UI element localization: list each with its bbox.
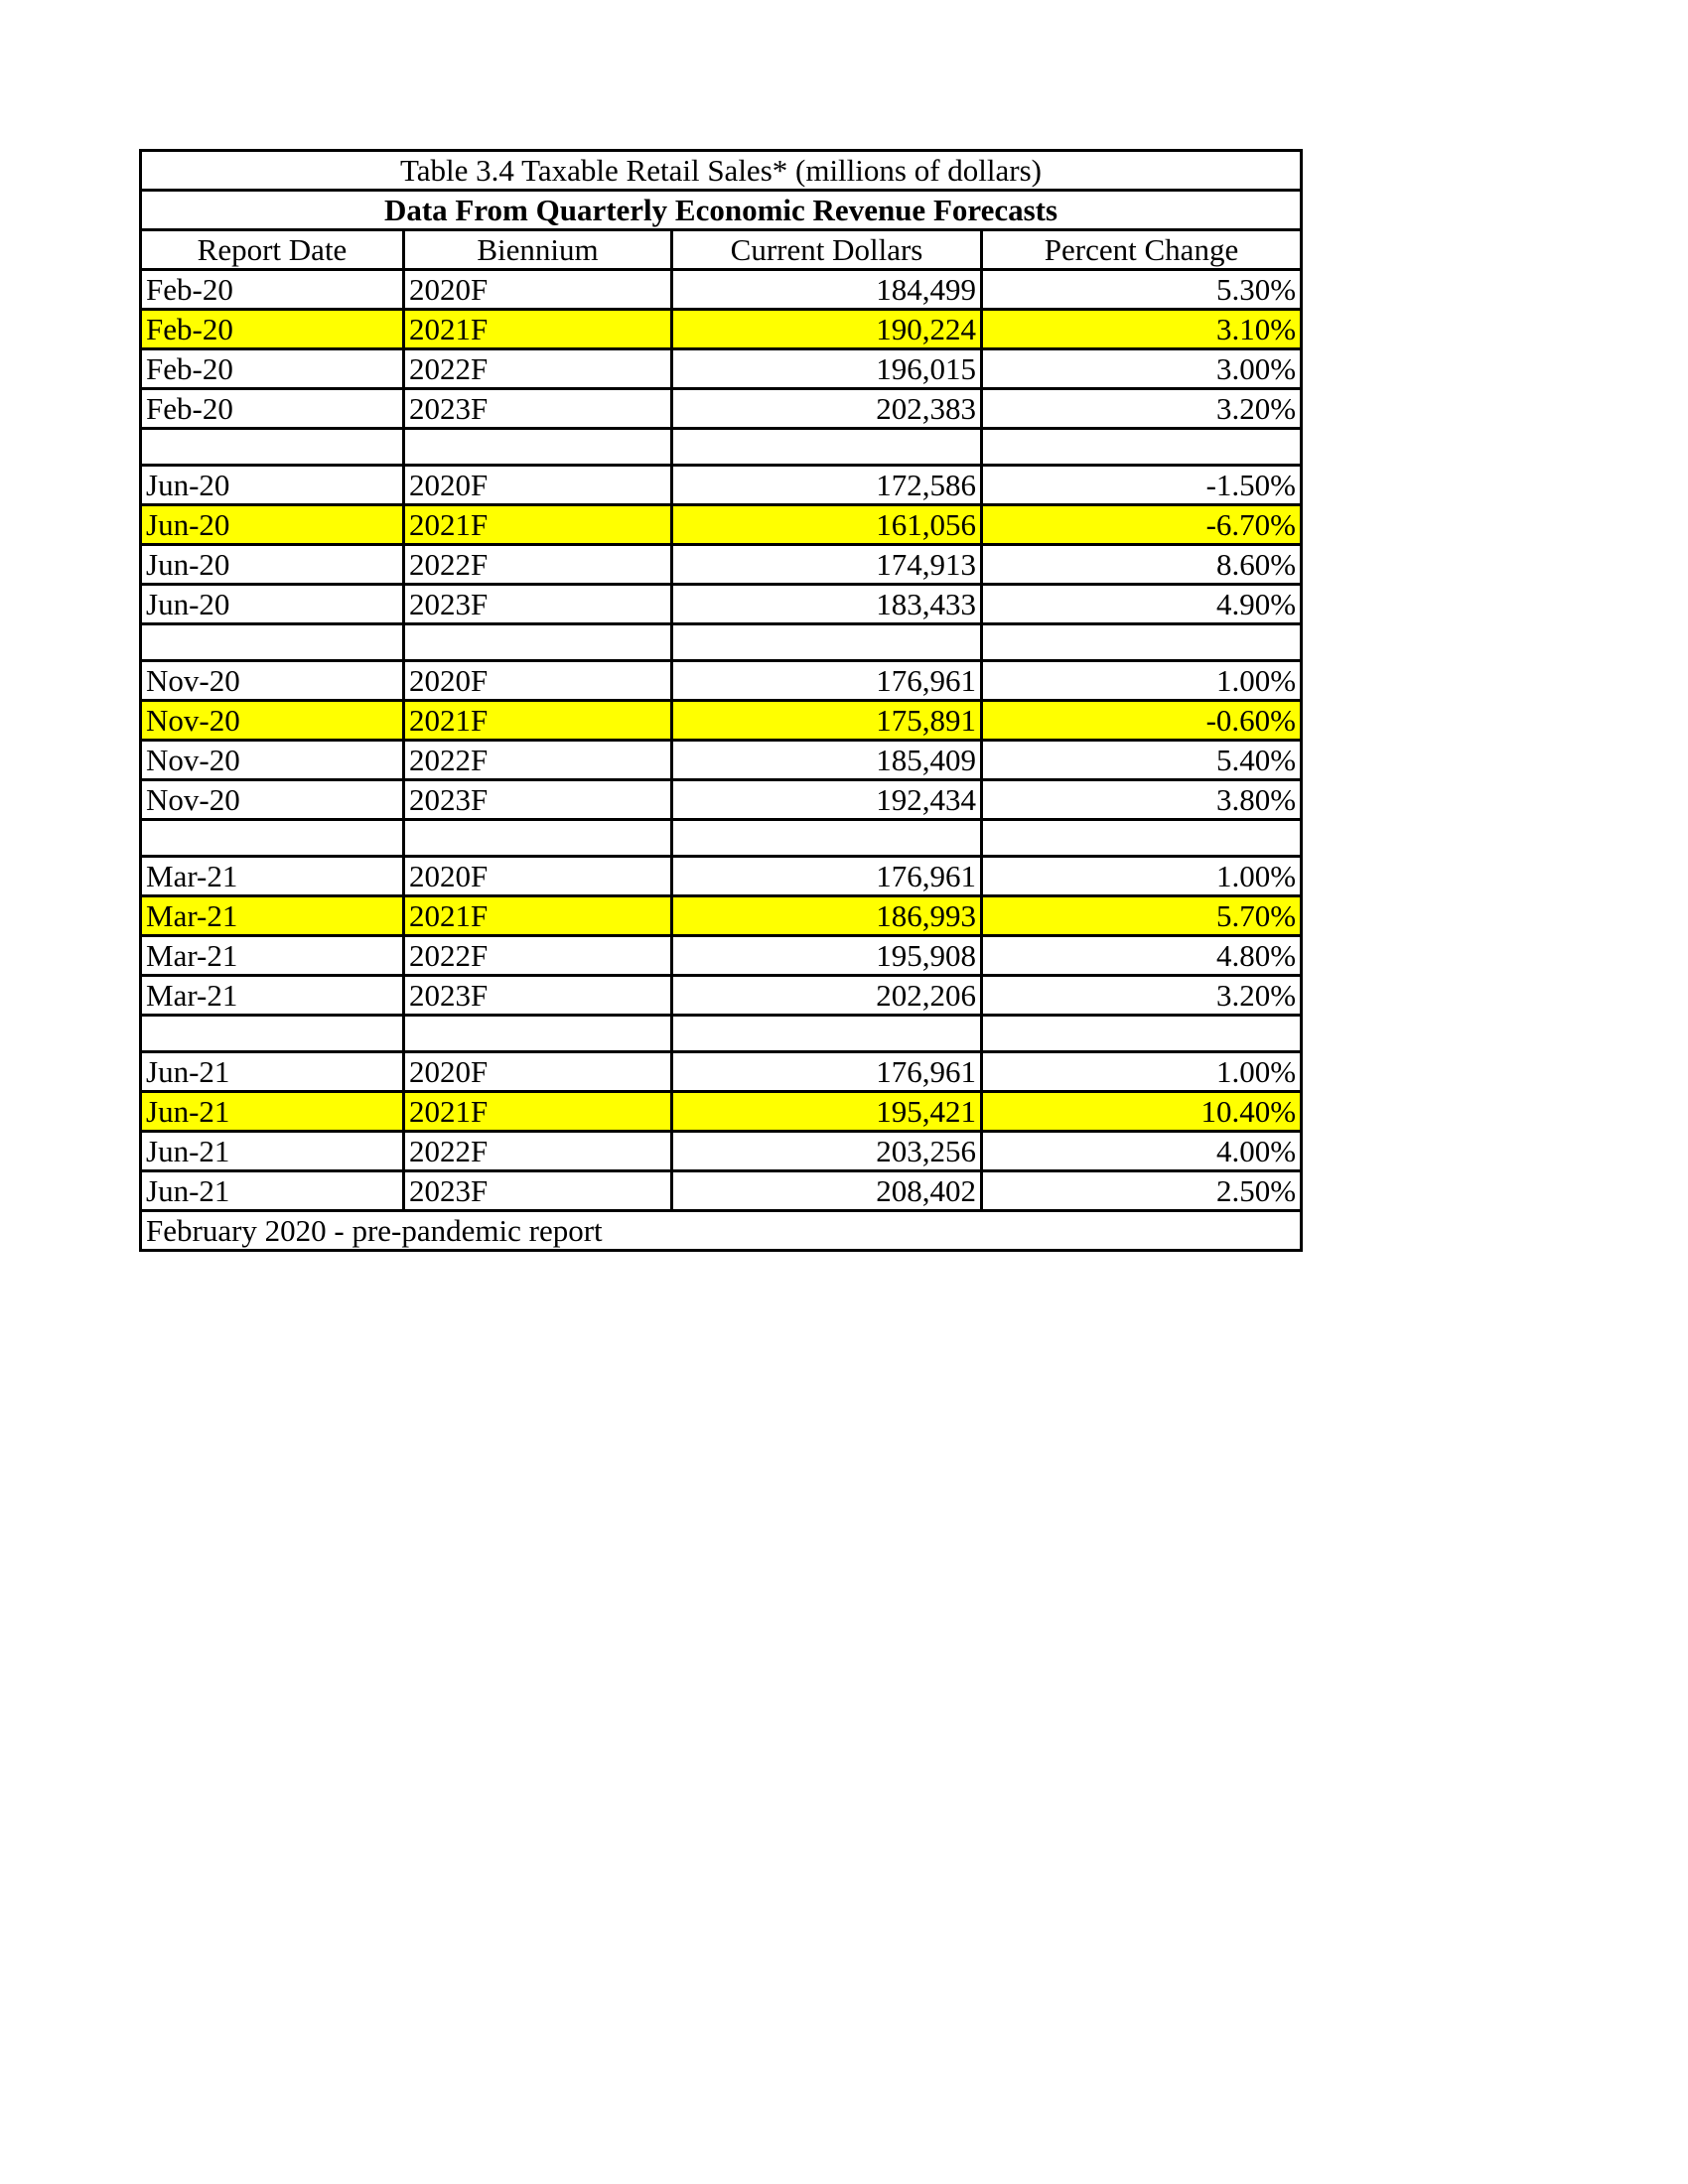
table-subtitle: Data From Quarterly Economic Revenue Forecasts — [141, 191, 1302, 230]
cell-percent-change: 1.00% — [982, 661, 1302, 701]
empty-cell — [982, 624, 1302, 661]
cell-percent-change: 3.00% — [982, 349, 1302, 389]
cell-biennium: 2021F — [404, 1092, 672, 1132]
cell-percent-change: 10.40% — [982, 1092, 1302, 1132]
cell-current-dollars: 161,056 — [672, 505, 982, 545]
table-row — [141, 1171, 1302, 1211]
cell-report-date: Jun-21 — [141, 1052, 404, 1092]
cell-biennium: 2020F — [404, 270, 672, 310]
cell-current-dollars: 202,383 — [672, 389, 982, 429]
table-row — [141, 741, 1302, 780]
cell-report-date: Jun-20 — [141, 466, 404, 505]
cell-report-date: Feb-20 — [141, 270, 404, 310]
cell-biennium: 2022F — [404, 349, 672, 389]
cell-report-date: Jun-20 — [141, 505, 404, 545]
cell-percent-change: 3.10% — [982, 310, 1302, 349]
cell-percent-change: -0.60% — [982, 701, 1302, 741]
cell-report-date: Jun-20 — [141, 545, 404, 585]
cell-current-dollars: 176,961 — [672, 1052, 982, 1092]
cell-report-date: Feb-20 — [141, 349, 404, 389]
cell-report-date: Jun-21 — [141, 1132, 404, 1171]
empty-cell — [404, 624, 672, 661]
spacer-row — [141, 820, 1302, 857]
table-row — [141, 857, 1302, 896]
cell-biennium: 2020F — [404, 661, 672, 701]
empty-cell — [672, 429, 982, 466]
cell-biennium: 2021F — [404, 701, 672, 741]
cell-report-date: Jun-20 — [141, 585, 404, 624]
empty-cell — [404, 429, 672, 466]
cell-report-date: Nov-20 — [141, 780, 404, 820]
spacer-row — [141, 429, 1302, 466]
cell-current-dollars: 174,913 — [672, 545, 982, 585]
cell-report-date: Mar-21 — [141, 936, 404, 976]
cell-current-dollars: 196,015 — [672, 349, 982, 389]
spacer-row — [141, 1016, 1302, 1052]
column-header-biennium: Biennium — [404, 230, 672, 270]
cell-percent-change: 3.20% — [982, 389, 1302, 429]
cell-report-date: Mar-21 — [141, 896, 404, 936]
cell-current-dollars: 183,433 — [672, 585, 982, 624]
cell-current-dollars: 172,586 — [672, 466, 982, 505]
table-row — [141, 505, 1302, 545]
cell-percent-change: 3.20% — [982, 976, 1302, 1016]
cell-report-date: Mar-21 — [141, 976, 404, 1016]
empty-cell — [982, 1016, 1302, 1052]
empty-cell — [672, 624, 982, 661]
cell-current-dollars: 185,409 — [672, 741, 982, 780]
cell-current-dollars: 184,499 — [672, 270, 982, 310]
subtitle-row — [141, 191, 1302, 230]
cell-report-date: Jun-21 — [141, 1171, 404, 1211]
empty-cell — [141, 429, 404, 466]
table-body — [141, 151, 1302, 1251]
cell-biennium: 2021F — [404, 896, 672, 936]
cell-biennium: 2022F — [404, 545, 672, 585]
taxable-retail-sales-table — [139, 149, 1303, 1252]
cell-biennium: 2022F — [404, 936, 672, 976]
empty-cell — [982, 429, 1302, 466]
column-header-current-dollars: Current Dollars — [672, 230, 982, 270]
cell-current-dollars: 208,402 — [672, 1171, 982, 1211]
table-row — [141, 349, 1302, 389]
table-row — [141, 936, 1302, 976]
cell-current-dollars: 176,961 — [672, 857, 982, 896]
cell-current-dollars: 186,993 — [672, 896, 982, 936]
cell-percent-change: 1.00% — [982, 1052, 1302, 1092]
cell-percent-change: 1.00% — [982, 857, 1302, 896]
empty-cell — [404, 820, 672, 857]
table-row — [141, 661, 1302, 701]
table-row — [141, 466, 1302, 505]
cell-percent-change: 5.40% — [982, 741, 1302, 780]
cell-biennium: 2020F — [404, 466, 672, 505]
cell-biennium: 2022F — [404, 741, 672, 780]
cell-percent-change: 4.00% — [982, 1132, 1302, 1171]
cell-percent-change: -1.50% — [982, 466, 1302, 505]
table-row — [141, 780, 1302, 820]
empty-cell — [982, 820, 1302, 857]
cell-biennium: 2023F — [404, 780, 672, 820]
cell-biennium: 2022F — [404, 1132, 672, 1171]
cell-percent-change: 8.60% — [982, 545, 1302, 585]
table-row — [141, 896, 1302, 936]
table-row — [141, 1132, 1302, 1171]
cell-current-dollars: 175,891 — [672, 701, 982, 741]
cell-percent-change: -6.70% — [982, 505, 1302, 545]
cell-biennium: 2021F — [404, 505, 672, 545]
cell-biennium: 2020F — [404, 857, 672, 896]
cell-report-date: Nov-20 — [141, 741, 404, 780]
cell-current-dollars: 203,256 — [672, 1132, 982, 1171]
title-row — [141, 151, 1302, 191]
table-row — [141, 701, 1302, 741]
cell-percent-change: 4.90% — [982, 585, 1302, 624]
table-row — [141, 585, 1302, 624]
cell-percent-change: 5.70% — [982, 896, 1302, 936]
cell-biennium: 2020F — [404, 1052, 672, 1092]
table-row — [141, 976, 1302, 1016]
table-row — [141, 1092, 1302, 1132]
cell-report-date: Jun-21 — [141, 1092, 404, 1132]
cell-percent-change: 3.80% — [982, 780, 1302, 820]
cell-current-dollars: 190,224 — [672, 310, 982, 349]
cell-current-dollars: 195,421 — [672, 1092, 982, 1132]
cell-report-date: Mar-21 — [141, 857, 404, 896]
spacer-row — [141, 624, 1302, 661]
footnote: February 2020 - pre-pandemic report — [141, 1211, 1302, 1251]
cell-report-date: Feb-20 — [141, 389, 404, 429]
table-title: Table 3.4 Taxable Retail Sales* (millions of dollars) — [141, 151, 1302, 191]
cell-biennium: 2023F — [404, 1171, 672, 1211]
empty-cell — [141, 1016, 404, 1052]
empty-cell — [672, 1016, 982, 1052]
column-header-report-date: Report Date — [141, 230, 404, 270]
cell-biennium: 2023F — [404, 585, 672, 624]
header-row — [141, 230, 1302, 270]
empty-cell — [141, 820, 404, 857]
cell-report-date: Nov-20 — [141, 701, 404, 741]
table-row — [141, 310, 1302, 349]
cell-report-date: Feb-20 — [141, 310, 404, 349]
table-row — [141, 545, 1302, 585]
table-row — [141, 270, 1302, 310]
cell-percent-change: 5.30% — [982, 270, 1302, 310]
cell-current-dollars: 202,206 — [672, 976, 982, 1016]
cell-biennium: 2023F — [404, 976, 672, 1016]
empty-cell — [404, 1016, 672, 1052]
cell-current-dollars: 192,434 — [672, 780, 982, 820]
cell-report-date: Nov-20 — [141, 661, 404, 701]
column-header-percent-change: Percent Change — [982, 230, 1302, 270]
cell-percent-change: 4.80% — [982, 936, 1302, 976]
empty-cell — [141, 624, 404, 661]
table-row — [141, 1052, 1302, 1092]
cell-current-dollars: 176,961 — [672, 661, 982, 701]
table-row — [141, 389, 1302, 429]
cell-current-dollars: 195,908 — [672, 936, 982, 976]
cell-biennium: 2021F — [404, 310, 672, 349]
empty-cell — [672, 820, 982, 857]
footnote-row — [141, 1211, 1302, 1251]
cell-biennium: 2023F — [404, 389, 672, 429]
cell-percent-change: 2.50% — [982, 1171, 1302, 1211]
